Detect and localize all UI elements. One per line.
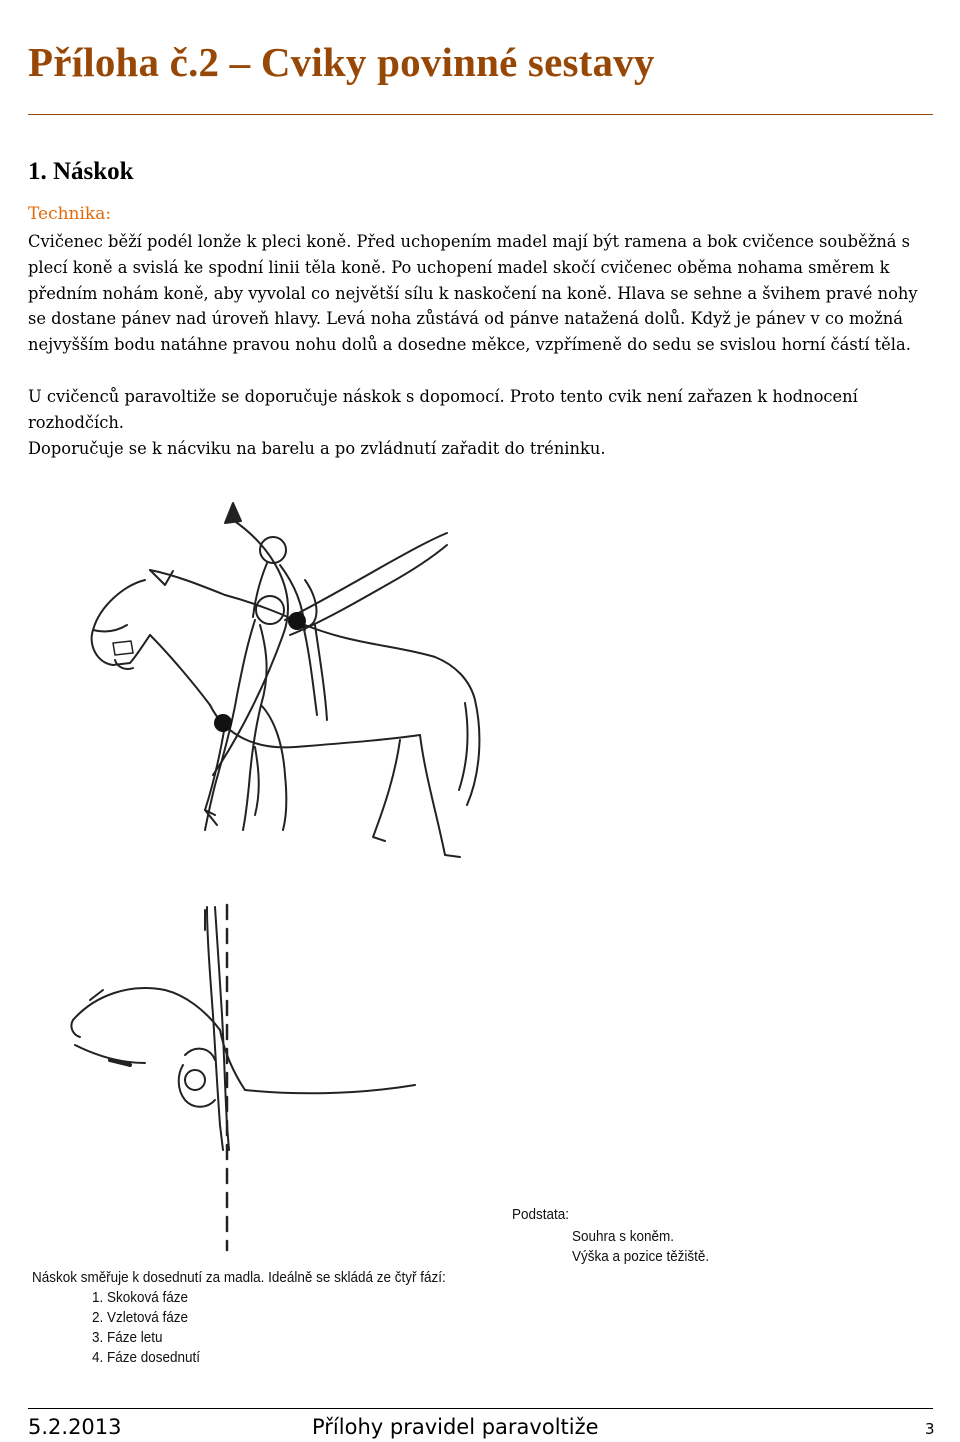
technique-paragraph-1: Cvičenec běží podél lonže k pleci koně. Před uchopením madel mají být ramena a bok cvičence souběžná s plecí koně a svislá ke spodní linii těla koně. Po uchopení madel skočí cvičenec oběma nohama směrem k předním nohám koně, aby vyvolal co největší sílu k naskočení na koně. Hlava se sehne a švihem pravé nohy se dostane pánev nad úroveň hlavy. Levá noha zůstává od pánve natažená dolů. Když je pánev v co možná nejvyšším bodu natáhne pravou nohu dolů a dosedne měkce, vzpřímeně do sedu se svislou horní částí těla. bbox=[28, 232, 918, 355]
technique-paragraph-2: U cvičenců paravoltiže se doporučuje náskok s dopomocí. Proto tento cvik není zařazen k hodnocení rozhodčích. bbox=[28, 387, 858, 432]
podstata-item: Výška a pozice těžiště. bbox=[572, 1249, 710, 1265]
phase-item: 3. Fáze letu bbox=[92, 1330, 163, 1346]
footer-date: 5.2.2013 bbox=[28, 1415, 122, 1439]
section-heading: 1. Náskok bbox=[28, 158, 134, 185]
phase-item: 1. Skoková fáze bbox=[92, 1290, 188, 1306]
phases-heading: Náskok směřuje k dosednutí za madla. Ideálně se skládá ze čtyř fází: bbox=[32, 1270, 446, 1286]
technique-subheading: Technika: bbox=[28, 204, 112, 224]
footer-title: Přílohy pravidel paravoltiže bbox=[312, 1415, 599, 1439]
technique-paragraph-3: Doporučuje se k nácviku na barelu a po zvládnutí zařadit do tréninku. bbox=[28, 439, 606, 458]
page-title: Příloha č.2 – Cviky povinné sestavy bbox=[28, 39, 655, 85]
mount-phases-illustration bbox=[55, 485, 495, 885]
podstata-label: Podstata: bbox=[512, 1207, 569, 1223]
phase-item: 2. Vzletová fáze bbox=[92, 1310, 188, 1326]
footer-divider bbox=[28, 1408, 933, 1409]
phase-item: 4. Fáze dosednutí bbox=[92, 1350, 200, 1366]
page-number: 3 bbox=[925, 1420, 935, 1438]
flight-phase-illustration bbox=[55, 895, 475, 1265]
title-underline bbox=[28, 114, 933, 115]
podstata-item: Souhra s koněm. bbox=[572, 1229, 674, 1245]
